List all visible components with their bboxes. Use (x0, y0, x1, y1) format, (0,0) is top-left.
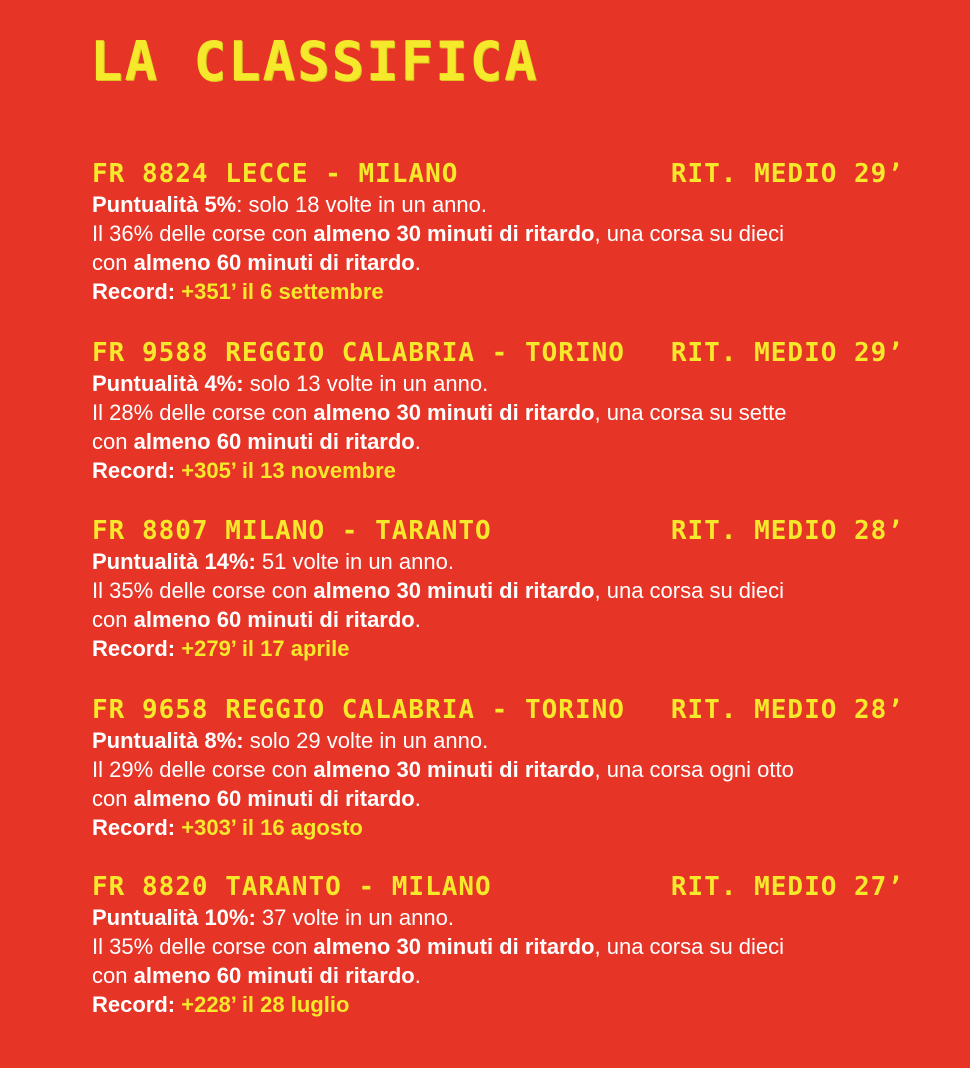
delay-60-text: con (92, 250, 134, 275)
delay-60-end: . (414, 250, 421, 275)
record-line (92, 277, 904, 306)
delay-60-emphasis: almeno 60 minuti di ritardo (133, 607, 415, 632)
route-name: FR 8820 TARANTO - MILANO (92, 872, 492, 902)
punctuality-line (92, 726, 904, 755)
delay-60-emphasis: almeno 60 minuti di ritardo (133, 963, 415, 988)
punctuality-text: solo 13 volte in un anno. (243, 371, 489, 396)
delay-30-line (92, 576, 904, 605)
record-value: +228’ il 28 luglio (181, 992, 350, 1017)
entry-body (92, 726, 904, 842)
delay-60-emphasis: almeno 60 minuti di ritardo (133, 786, 415, 811)
entry-header (92, 515, 904, 547)
entry-header (92, 694, 904, 726)
ranking-entry-1 (92, 158, 904, 306)
delay-60-emphasis: almeno 60 minuti di ritardo (133, 429, 415, 454)
record-label: Record: (92, 279, 182, 304)
record-label: Record: (92, 992, 182, 1017)
delay-30-text: Il 35% delle corse con (92, 578, 314, 603)
delay-60-text: con (92, 786, 134, 811)
delay-30-line (92, 398, 904, 427)
delay-60-line (92, 784, 904, 813)
entry-body (92, 547, 904, 663)
avg-delay: RIT. MEDIO 29’ (670, 159, 904, 189)
punctuality-text: solo 18 volte in un anno. (242, 192, 487, 217)
avg-delay: RIT. MEDIO 28’ (670, 695, 904, 725)
punctuality-text: 37 volte in un anno. (255, 905, 454, 930)
record-value: +351’ il 6 settembre (181, 279, 384, 304)
record-label: Record: (92, 636, 182, 661)
delay-60-end: . (414, 607, 421, 632)
delay-30-text: Il 29% delle corse con (92, 757, 314, 782)
punctuality-text: solo 29 volte in un anno. (243, 728, 489, 753)
avg-delay: RIT. MEDIO 29’ (670, 338, 904, 368)
delay-60-line (92, 248, 904, 277)
delay-30-line (92, 932, 904, 961)
delay-60-line (92, 427, 904, 456)
delay-30-text: Il 35% delle corse con (92, 934, 314, 959)
entry-header (92, 337, 904, 369)
page-title: LA CLASSIFICA (90, 30, 539, 93)
delay-60-end: . (414, 963, 421, 988)
route-name: FR 9658 REGGIO CALABRIA - TORINO (92, 695, 625, 725)
punctuality-line (92, 190, 904, 219)
delay-30-emphasis: almeno 30 minuti di ritardo (313, 757, 595, 782)
delay-60-text: con (92, 607, 134, 632)
record-line (92, 456, 904, 485)
record-value: +305’ il 13 novembre (181, 458, 396, 483)
delay-30-text: Il 36% delle corse con (92, 221, 314, 246)
punctuality-label: Puntualità 5% (92, 192, 237, 217)
delay-60-line (92, 605, 904, 634)
record-value: +279’ il 17 aprile (181, 636, 350, 661)
route-name: FR 8824 LECCE - MILANO (92, 159, 459, 189)
ranking-entry-3 (92, 515, 904, 663)
punctuality-label: Puntualità 4%: (92, 371, 244, 396)
delay-30-ratio: , una corsa su sette (594, 400, 787, 425)
entry-body (92, 903, 904, 1019)
delay-30-emphasis: almeno 30 minuti di ritardo (313, 221, 595, 246)
delay-30-emphasis: almeno 30 minuti di ritardo (313, 934, 595, 959)
avg-delay: RIT. MEDIO 27’ (670, 872, 904, 902)
entry-header (92, 158, 904, 190)
punctuality-separator: : (236, 192, 243, 217)
punctuality-label: Puntualità 8%: (92, 728, 244, 753)
punctuality-label: Puntualità 10%: (92, 905, 256, 930)
route-name: FR 9588 REGGIO CALABRIA - TORINO (92, 338, 625, 368)
entry-header (92, 871, 904, 903)
delay-60-text: con (92, 429, 134, 454)
punctuality-line (92, 547, 904, 576)
delay-60-line (92, 961, 904, 990)
delay-30-ratio: , una corsa su dieci (594, 934, 785, 959)
ranking-entry-4 (92, 694, 904, 842)
delay-60-end: . (414, 429, 421, 454)
record-label: Record: (92, 815, 182, 840)
record-line (92, 813, 904, 842)
punctuality-line (92, 369, 904, 398)
entry-body (92, 190, 904, 306)
ranking-entry-2 (92, 337, 904, 485)
delay-30-ratio: , una corsa su dieci (594, 221, 785, 246)
delay-30-line (92, 219, 904, 248)
delay-60-end: . (414, 786, 421, 811)
avg-delay: RIT. MEDIO 28’ (670, 516, 904, 546)
delay-60-text: con (92, 963, 134, 988)
delay-30-text: Il 28% delle corse con (92, 400, 314, 425)
record-line (92, 634, 904, 663)
record-line (92, 990, 904, 1019)
delay-30-emphasis: almeno 30 minuti di ritardo (313, 578, 595, 603)
punctuality-line (92, 903, 904, 932)
delay-60-emphasis: almeno 60 minuti di ritardo (133, 250, 415, 275)
delay-30-emphasis: almeno 30 minuti di ritardo (313, 400, 595, 425)
record-value: +303’ il 16 agosto (181, 815, 363, 840)
record-label: Record: (92, 458, 182, 483)
route-name: FR 8807 MILANO - TARANTO (92, 516, 492, 546)
entry-body (92, 369, 904, 485)
punctuality-label: Puntualità 14%: (92, 549, 256, 574)
delay-30-ratio: , una corsa ogni otto (594, 757, 794, 782)
delay-30-line (92, 755, 904, 784)
ranking-entry-5 (92, 871, 904, 1019)
punctuality-text: 51 volte in un anno. (255, 549, 454, 574)
delay-30-ratio: , una corsa su dieci (594, 578, 785, 603)
